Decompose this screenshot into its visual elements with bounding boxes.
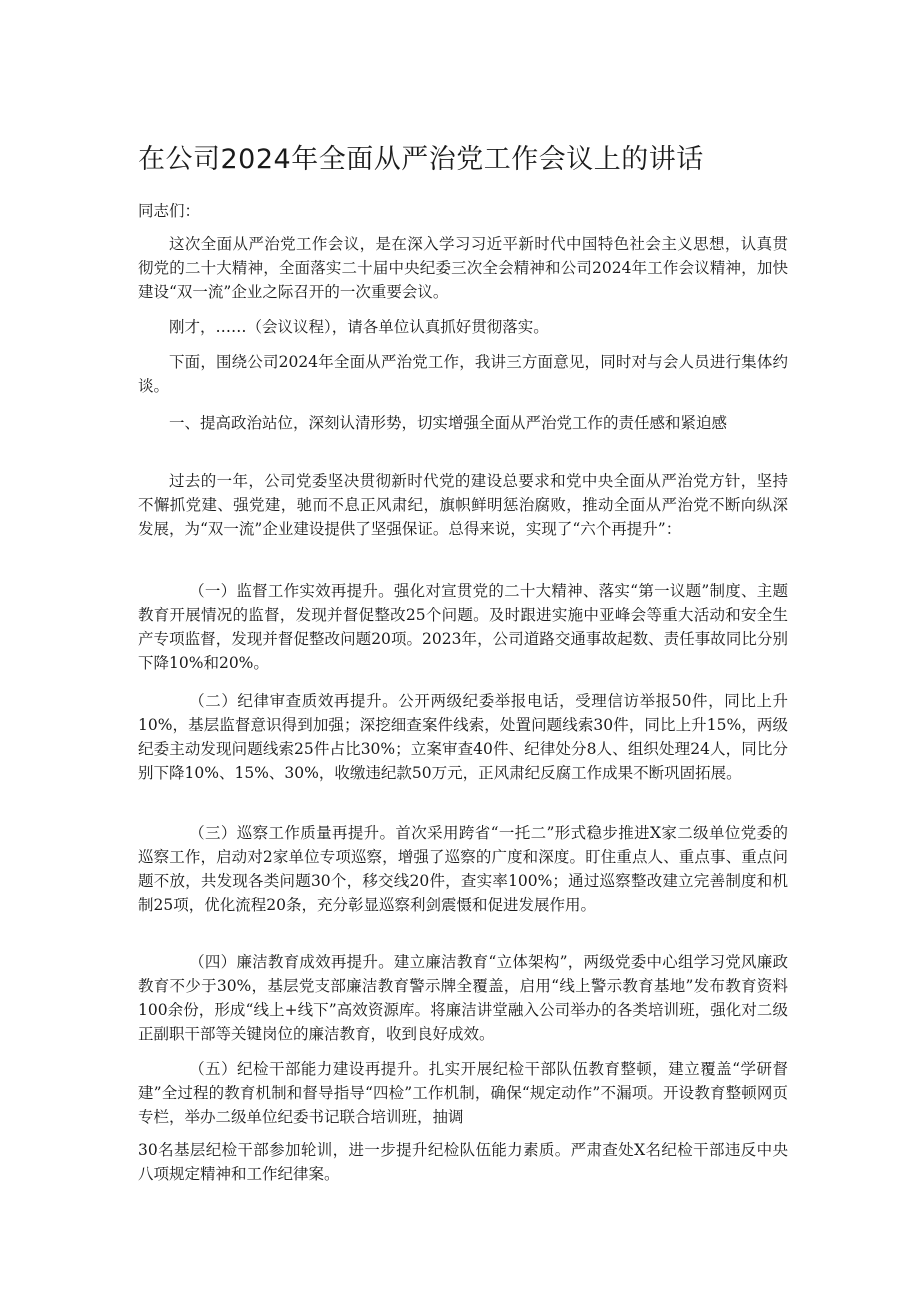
paragraph-agenda: 刚才，……（会议议程），请各单位认真抓好贯彻落实。 xyxy=(169,318,549,336)
paragraph-education: （四）廉洁教育成效再提升。建立廉洁教育“立体架构”，两级党委中心组学习党风廉政教育不少于30%，基层党支部廉洁教育警示牌全覆盖，启用“线上警示教育基地”发布教育资料100余份，形成“线上+线下”高效资源库。将廉洁讲堂融入公司举办的各类培训班，强化对二级正副职干部等关键岗位的廉洁教育，收到良好成效。 xyxy=(138,953,788,1043)
salutation: 同志们： xyxy=(138,202,201,220)
paragraph-discipline: （二）纪律审查质效再提升。公开两级纪委举报电话，受理信访举报50件，同比上升10%，基层监督意识得到加强；深挖细查案件线索，处置问题线索30件，同比上升15%，两级纪委主动发现问题线索25件占比30%；立案审查40件、纪律处分8人、组织处理24人，同比分别下降10%、15%、30%，收缴违纪款50万元，正风肃纪反腐工作成果不断巩固拓展。 xyxy=(138,692,788,782)
document-title: 在公司2024年全面从严治党工作会议上的讲话 xyxy=(138,144,704,175)
paragraph-inspection: （三）巡察工作质量再提升。首次采用跨省“一托二”形式稳步推进X家二级单位党委的巡察工作，启动对2家单位专项巡察，增强了巡察的广度和深度。盯住重点人、重点事、重点问题不放，共发现各类问题30个，移交线20件，查实率100%；通过巡察整改建立完善制度和机制25项，优化流程20条，充分彰显巡察利剑震慑和促进发展作用。 xyxy=(138,824,788,914)
paragraph-capacity-continued: 30名基层纪检干部参加轮训，进一步提升纪检队伍能力素质。严肃查处X名纪检干部违反中央八项规定精神和工作纪律案。 xyxy=(138,1141,788,1183)
paragraph-supervision: （一）监督工作实效再提升。强化对宣贯党的二十大精神、落实“第一议题”制度、主题教育开展情况的监督，发现并督促整改25个问题。及时跟进实施中亚峰会等重大活动和安全生产专项监督，发现并督促整改问题20项。2023年，公司道路交通事故起数、责任事故同比分别下降10%和20%。 xyxy=(138,582,788,672)
paragraph-capacity: （五）纪检干部能力建设再提升。扎实开展纪检干部队伍教育整顿，建立覆盖“学研督建”全过程的教育机制和督导指导“四检”工作机制，确保“规定动作”不漏项。开设教育整顿网页专栏，举办二级单位纪委书记联合培训班，抽调 xyxy=(138,1060,788,1126)
section-heading-1: 一、提高政治站位，深刻认清形势，切实增强全面从严治党工作的责任感和紧迫感 xyxy=(169,414,728,432)
paragraph-review: 过去的一年，公司党委坚决贯彻新时代党的建设总要求和党中央全面从严治党方针，坚持不懈抓党建、强党建，驰而不息正风肃纪，旗帜鲜明惩治腐败，推动全面从严治党不断向纵深发展，为“双一流”企业建设提供了坚强保证。总得来说，实现了“六个再提升”： xyxy=(138,472,788,538)
paragraph-intro: 这次全面从严治党工作会议，是在深入学习习近平新时代中国特色社会主义思想，认真贯彻党的二十大精神，全面落实二十届中央纪委三次全会精神和公司2024年工作会议精神，加快建设“双一流”企业之际召开的一次重要会议。 xyxy=(138,235,788,301)
paragraph-outline: 下面，围绕公司2024年全面从严治党工作，我讲三方面意见，同时对与会人员进行集体约谈。 xyxy=(138,353,788,395)
